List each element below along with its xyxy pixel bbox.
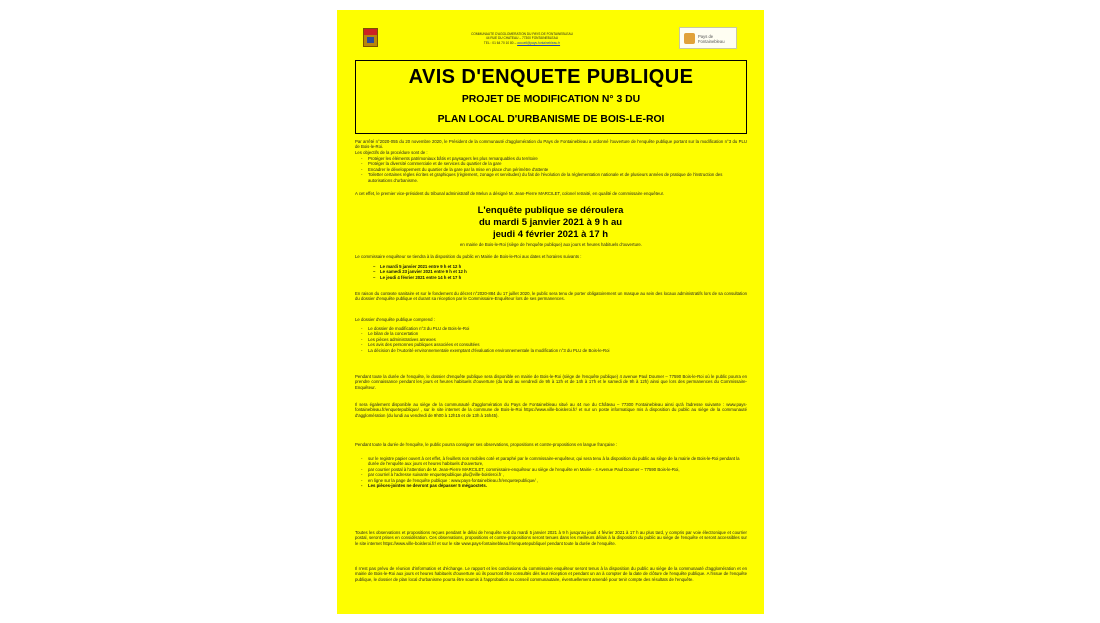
objectives-list [359,156,747,183]
closing-paragraph-2: Il n'est pas prévu de réunion d'information et d'échange. Le rapport et les conclusions du commissaire enquêteur seront tenus à la disposition du public au siège de la communauté d'agglomération et en mairie de Bois-le-Roi aux jours et heures habituels d'ouverture où ils pourront être consultés dès leur réception et pendant un an à compter de la date de clôture de l'enquête publique. A l'issue de l'enquête publique, le dossier de plan local d'urbanisme pourra être soumis à l'approbation au conseil communautaire, éventuellement amendé pour tenir compte des résultats de l'enquête. [355,566,747,582]
list-item: - Encadrer le développement du quartier de la gare par la mise en place d'un périmètre d'attente [359,167,747,172]
list-item: - par courrier postal à l'attention de M. Jean-Pierre MARCILET, commissaire-enquêteur au siège de l'enquête en Mairie - 4 Avenue Paul Doumer – 77590 Bois-le-Roi, [359,467,747,472]
list-item: - sur le registre papier ouvert à cet effet, à feuillets non mobiles coté et paraphé par le commissaire-enquêteur, qui sera tenu à la disposition du public au siège de la mairie de Bois-le-Roi pendant la durée de l'enquête aux jours et heures habituels d'ouverture, [359,456,747,467]
list-item: - Les avis des personnes publiques associées et consultées [359,342,747,347]
title-box [355,60,747,134]
coat-of-arms-icon [363,28,378,47]
letterhead-line: COMMUNAUTE D'AGGLOMERATION DU PAYS DE FONTAINEBLEAU [471,32,573,36]
availability-paragraph-2: Il sera également disponible au siège de la communauté d'agglomération du Pays de Fontainebleau situé au 44 rue du Château – 77300 Fontainebleau ainsi qu'à l'adresse suivante : www.pays-fontainebleau.fr/enquetepublique/ , sur le site internet de la commune de Bois-le-Roi https://www.ville-boisleroi.fr/ et sur un poste informatique mis à disposition du public au siège de la communauté d'agglomération (du lundi au vendredi de 9h00 à 12h15 et de 13h à 16h45). [355,402,747,418]
list-item: – Le jeudi 4 février 2021 entre 14 h et 17 h [371,275,731,280]
list-item: - par courriel à l'adresse suivante enquetepublique.plu@ville-boisleroi.fr , [359,472,747,477]
page-title: AVIS D'ENQUETE PUBLIQUE [408,66,694,88]
dates-line-3: jeudi 4 février 2021 à 17 h [492,229,609,240]
objectives-heading: Les objectifs de la procédure sont de : [355,150,428,155]
observations-intro: Pendant toute la durée de l'enquête, le public pourra consigner ses observations, propositions et contre-propositions en langue française : [355,442,618,447]
permanences-intro: Le commissaire enquêteur se tiendra à la disposition du public en Mairie de Bois-le-Roi aux dates et horaires suivants : [355,254,582,259]
letterhead-line: TEL : 01 64 70 10 80 – accueil@pays-fontainebleau.fr [483,40,561,45]
letterhead-email[interactable]: accueil@pays-fontainebleau.fr [517,40,561,45]
logo-text: Pays de Fontainebleau [698,34,725,44]
list-item: - en ligne sur la page de l'enquête publique : www.pays-fontainebleau.fr/enquetepublique/ , [359,478,747,483]
list-item: - Le bilan de la concertation [359,331,747,336]
logo-mark-icon [684,33,695,44]
dossier-heading: Le dossier d'enquête publique comprend : [355,317,435,322]
observations-list [359,456,747,488]
permanences-list [371,264,731,280]
list-item: - Les pièces administratives annexes [359,337,747,342]
list-item: - Protéger la diversité commerciale et de services du quartier de la gare [359,161,747,166]
dates-note: en mairie de Bois-le-Roi (siège de l'enquête publique) aux jours et heures habituels d'ouverture. [460,242,642,247]
notice-poster [337,10,764,614]
dates-line-1: L'enquête publique se déroulera [477,205,624,216]
list-item: - Toiletter certaines règles écrites et graphiques (règlement, zonage et servitudes) du fait de l'évolution de la réglementation nationale et de plusieurs années de pratique de l'instruction des autorisations d'urbanisme. [359,172,747,183]
subtitle-line-2: PLAN LOCAL D'URBANISME DE BOIS-LE-ROI [437,114,665,125]
list-item: – Le mardi 5 janvier 2021 entre 9 h et 12 h [371,264,731,269]
dates-line-2: du mardi 5 janvier 2021 à 9 h au [478,217,623,228]
closing-paragraph: Toutes les observations et propositions reçues pendant le délai de l'enquête soit du mardi 5 janvier 2021 à 9 h jusqu'au jeudi 4 février 2021 à 17 h au plus tard, y compris par voie électronique et courrier postal, seront prises en considération. Ces observations, propositions et contre-propositions seront tenues dans les meilleurs délais à la disposition du public au siège de l'enquête et seront accessibles sur le site internet https://www.ville-boisleroi.fr/ et sur le site www.pays-fontainebleau.fr/enquetepublique/ pendant toute la durée de l'enquête. [355,530,747,546]
pays-fontainebleau-logo [679,27,737,49]
intro-paragraph: Par arrêté n°2020-055 du 20 novembre 2020, le Président de la communauté d'agglomération du Pays de Fontainebleau a ordonné l'ouverture de l'enquête publique portant sur la modification n°3 du PLU de Bois-le-Roi. [355,139,747,150]
letterhead-line: 44 RUE DU CHATEAU – 77300 FONTAINEBLEAU [485,36,559,41]
list-item: - Protéger les éléments patrimoniaux bâtis et paysagers les plus remarquables du territoire [359,156,747,161]
list-item: - Les pièces-jointes ne devront pas dépasser 5 mégaoctets. [359,483,747,488]
dossier-list [359,326,747,353]
sanitary-paragraph: En raison du contexte sanitaire et sur le fondement du décret n°2020-884 du 17 juillet 2020, le public sera tenu de porter obligatoirement un masque au sein des locaux administratifs lors de sa consultation du dossier d'enquête publique et durant sa réception par le Commissaire-Enquêteur lors de ses permanences. [355,291,747,302]
letterhead [417,32,627,45]
availability-paragraph: Pendant toute la durée de l'enquête, le dossier d'enquête publique sera disponible en mairie de Bois-le-Roi (siège de l'enquête publique) 4 avenue Paul Doumer – 77590 Bois-le-Roi où le public pourra en prendre connaissance pendant les jours et heures habituels d'ouverture (du lundi au vendredi de 9h à 12h et de 14h à 17h et le samedi de 9h à 12h) ainsi que lors des permanences du Commissaire-Enquêteur. [355,374,747,390]
commissioner-paragraph: A cet effet, le premier vice-président du tribunal administratif de Melun a désigné M. Jean-Pierre MARCILET, colonel retraité, en qualité de commissaire enquêteur. [355,191,664,196]
list-item: – Le samedi 23 janvier 2021 entre 9 h et 12 h [371,269,731,274]
list-item: - Le dossier de modification n°3 du PLU de Bois-le-Roi [359,326,747,331]
subtitle-line-1: PROJET DE MODIFICATION N° 3 DU [461,94,641,105]
list-item: - La décision de l'Autorité environnementale exemptant d'évaluation environnementale la modification n°3 du PLU de Bois-le-Roi [359,348,747,353]
